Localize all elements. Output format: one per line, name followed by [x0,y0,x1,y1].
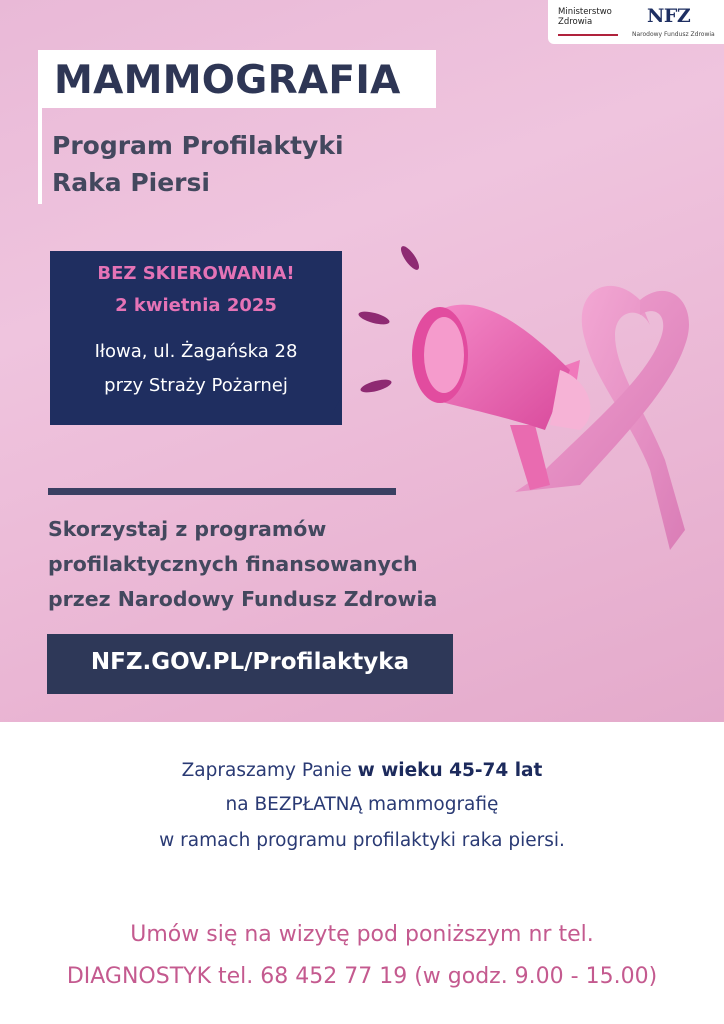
title-box [42,50,436,108]
event-location: przy Straży Pożarnej [104,375,288,396]
program-subtitle [52,127,344,201]
invitation-line1 [0,760,724,781]
sound-drop-icon [357,309,390,327]
invitation-section [0,722,724,1024]
ministry-line2: Zdrowia [558,17,593,27]
promo-text [48,512,437,617]
logos-box [548,0,724,44]
section-divider [48,488,396,495]
promo-line1: Skorzystaj z programów [48,517,327,541]
subtitle-line1: Program Profilaktyki [52,131,344,160]
no-referral-label: BEZ SKIEROWANIA! [97,263,295,284]
page-title: MAMMOGRAFIA [54,58,401,103]
nfz-logo-subtitle: Narodowy Fundusz Zdrowia [632,31,715,38]
promo-line2: profilaktycznych finansowanych [48,552,418,576]
invitation-line2: na BEZPŁATNĄ mammografię [225,794,499,815]
sound-drop-icon [398,244,422,273]
invitation-line3: w ramach programu profilaktyki raka piersi. [159,830,565,851]
subtitle-line2: Raka Piersi [52,168,210,197]
megaphone-ribbon-illustration [340,230,724,560]
promo-line3: przez Narodowy Fundusz Zdrowia [48,587,438,611]
appointment-line: Umów się na wizytę pod poniższym nr tel. [130,922,594,947]
sound-drop-icon [359,377,392,395]
invitation-line1-text: Zapraszamy Panie [181,760,358,781]
nfz-logo: NFZ [647,5,691,27]
ministry-logo [558,7,612,27]
ministry-logo-bar [558,34,618,36]
event-date: 2 kwietnia 2025 [115,295,277,316]
nfz-link-box[interactable] [47,634,453,694]
age-range: w wieku 45-74 lat [357,760,543,781]
event-address: Iłowa, ul. Żagańska 28 [94,341,298,362]
phone-contact[interactable]: DIAGNOSTYK tel. 68 452 77 19 (w godz. 9.00 - 15.00) [66,964,658,989]
ministry-line1: Ministerstwo [558,7,612,17]
event-info-box [50,251,342,425]
nfz-link[interactable]: NFZ.GOV.PL/Profilaktyka [90,649,410,675]
